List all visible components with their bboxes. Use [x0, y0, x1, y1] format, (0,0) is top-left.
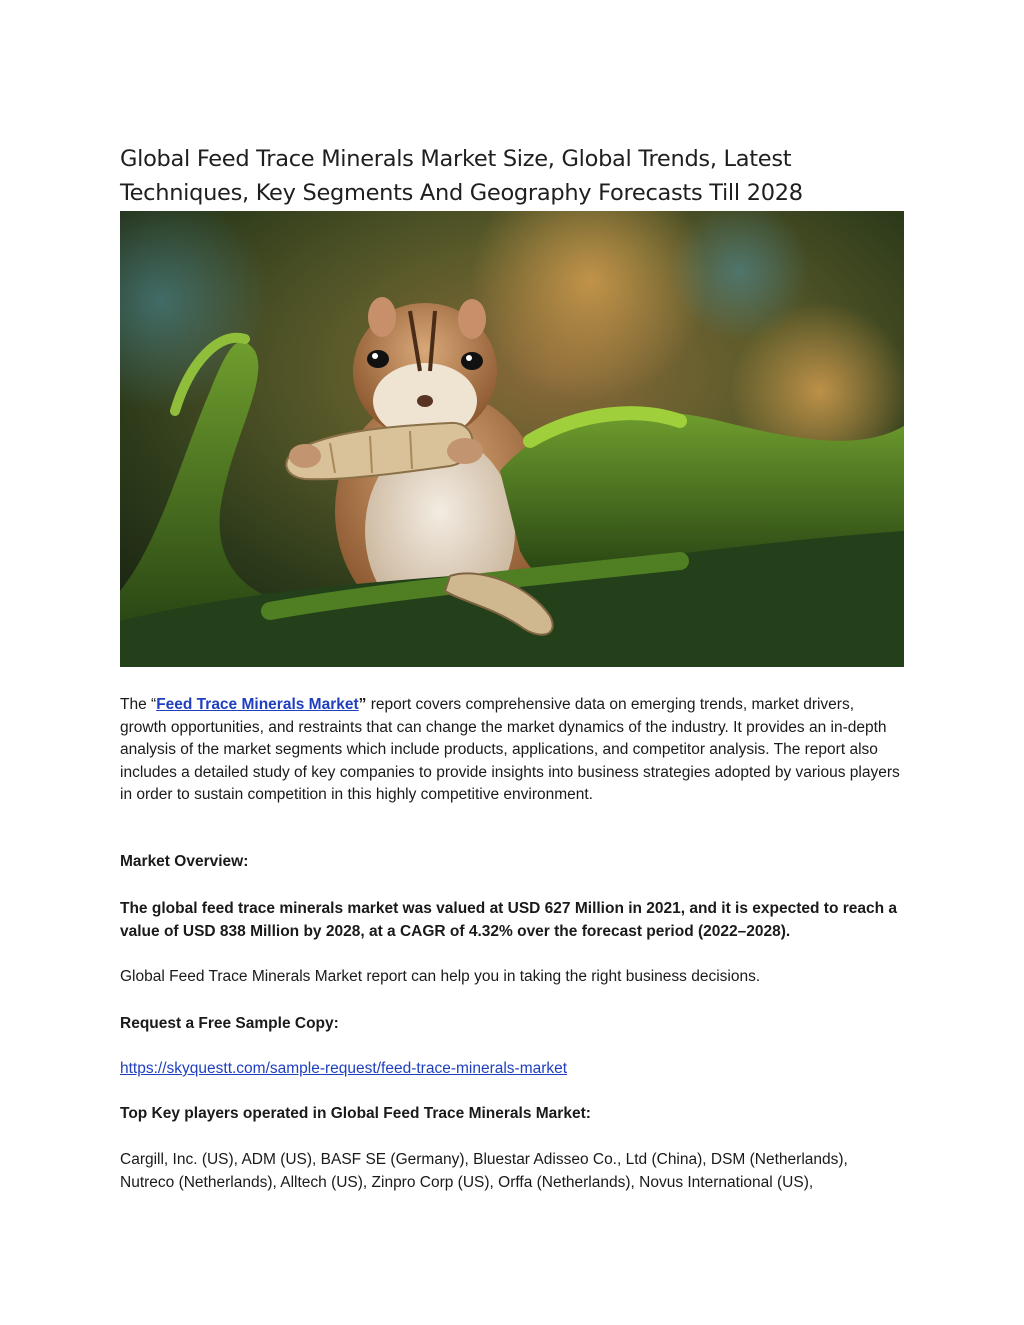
market-overview-text: The global feed trace minerals market was valued at USD 627 Million in 2021, and it is expected to reach a value of USD 838 Million by 2028, at a CAGR of 4.32% over the forecast period (2022–2028).: [120, 900, 898, 940]
page-title: [120, 142, 920, 210]
intro-rest: report covers comprehensive data on emerging trends, market drivers, growth opportunities, and restraints that can change the market dynamics of the industry. It provides an in-depth analysis of the market segments which include products, applications, and competitor analysis. The report also includes a detailed study of key companies to provide insights into business strategies adopted by various players in order to sustain competition in this highly competitive environment.: [120, 696, 900, 803]
key-players-heading: Top Key players operated in Global Feed Trace Minerals Market:: [120, 1105, 591, 1122]
intro-paragraph: [120, 694, 904, 807]
intro-quote-close: ”: [358, 696, 367, 713]
sample-url-paragraph: [120, 1058, 904, 1081]
hero-image: [120, 211, 904, 667]
title-line-1: Global Feed Trace Minerals Market Size, Global Trends, Latest: [120, 146, 792, 172]
sample-request-link[interactable]: https://skyquestt.com/sample-request/feed-trace-minerals-market: [120, 1060, 568, 1077]
title-line-2: Techniques, Key Segments And Geography Forecasts Till 2028: [120, 180, 803, 206]
feed-trace-minerals-market-link[interactable]: Feed Trace Minerals Market: [156, 696, 359, 713]
intro-prefix: The “: [120, 696, 157, 713]
market-overview-heading: Market Overview:: [120, 853, 249, 870]
sample-request-heading: Request a Free Sample Copy:: [120, 1015, 339, 1032]
key-players-text: Cargill, Inc. (US), ADM (US), BASF SE (Germany), Bluestar Adisseo Co., Ltd (China), DSM (Netherlands), Nutreco (Netherlands), Alltech (US), Zinpro Corp (US), Orffa (Netherlands), Novus International (US),: [120, 1151, 848, 1191]
chipmunk-photo-icon: [120, 211, 904, 667]
help-text: Global Feed Trace Minerals Market report can help you in taking the right business decisions.: [120, 968, 761, 985]
